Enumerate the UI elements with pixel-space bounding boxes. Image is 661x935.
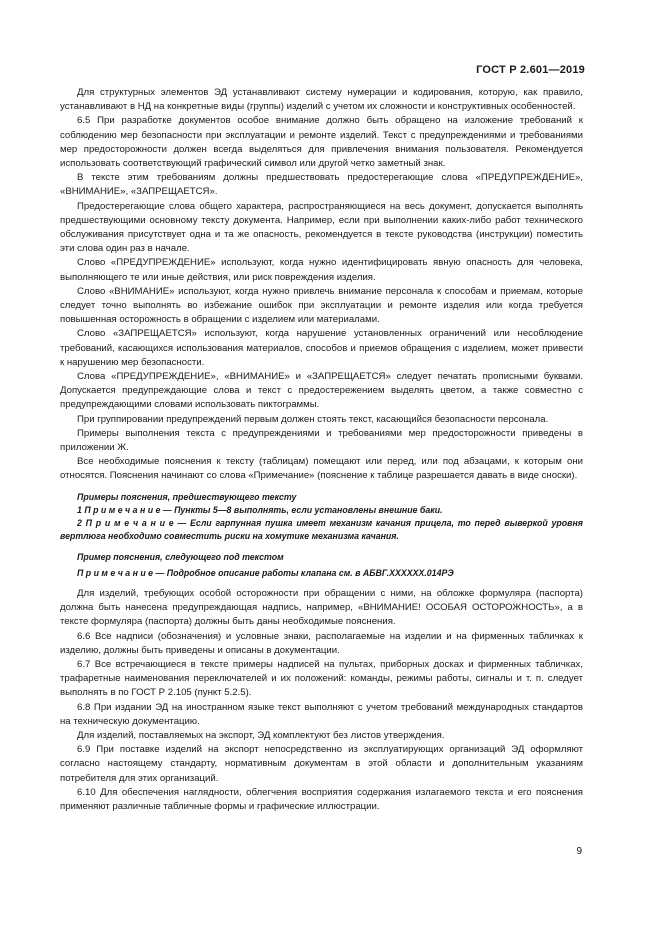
paragraph: 6.8 При издании ЭД на иностранном языке текст выполняют с учетом требований международных стандартов на техническую документацию. bbox=[60, 701, 583, 727]
document-body bbox=[60, 86, 583, 814]
example-note: 2 П р и м е ч а н и е — Если гарпунная пушка имеет механизм качания прицела, то перед выверкой уровня вертлюга необходимо совместить риски на хомутике механизма качания. bbox=[60, 518, 583, 542]
paragraph: 6.5 При разработке документов особое внимание должно быть обращено на изложение требований к соблюдению мер безопасности при эксплуатации и ремонте изделий. Текст с предупреждениями и требованиями мер предосторожности должен всегда выделяться для привлечения внимания пользователя. Рекомендуется использовать соответствующий графический символ или другой четко заметный знак. bbox=[60, 115, 583, 170]
paragraph: 6.9 При поставке изделий на экспорт непосредственно из эксплуатирующих организаций ЭД оформляют согласно настоящему стандарту, нормативным документам в этой области и дополнительным указаниям потребителя для этих организаций. bbox=[60, 744, 583, 784]
paragraph: 6.6 Все надписи (обозначения) и условные знаки, располагаемые на изделии и на фирменных табличках к изделию, должны быть приведены и описаны в документации. bbox=[60, 630, 583, 656]
paragraph: В тексте этим требованиям должны предшествовать предостерегающие слова «ПРЕДУПРЕЖДЕНИЕ», «ВНИМАНИЕ», «ЗАПРЕЩАЕТСЯ». bbox=[60, 172, 583, 198]
paragraph: Слово «ПРЕДУПРЕЖДЕНИЕ» используют, когда нужно идентифицировать явную опасность для человека, выполняющего те или иные действия, или риск повреждения изделия. bbox=[60, 257, 583, 283]
paragraph: Примеры выполнения текста с предупреждениями и требованиями мер предосторожности приведены в приложении Ж. bbox=[60, 427, 583, 454]
paragraph: Для изделий, поставляемых на экспорт, ЭД комплектуют без листов утверждения. bbox=[77, 729, 445, 741]
document-header: ГОСТ Р 2.601—2019 bbox=[476, 64, 585, 76]
example-note: 1 П р и м е ч а н и е — Пункты 5—8 выполнять, если установлены внешние баки. bbox=[77, 504, 443, 515]
paragraph: Для изделий, требующих особой осторожности при обращении с ними, на обложке формуляра (паспорта) должна быть нанесена предупреждающая надпись, например, «ВНИМАНИЕ! ОСОБАЯ ОСТОРОЖНОСТЬ», а в тексте формуляра (паспорта) должны быть даны необходимые пояснения. bbox=[60, 587, 583, 628]
paragraph: Предостерегающие слова общего характера, распространяющиеся на весь документ, допускается выполнять предшествующими основному тексту документа. Например, если при выполнении каких-либо работ технического обслуживания присутствует одна и та же опасность, рекомендуется в тексте руководства (инструкции) поместить эти слова один раз в начале. bbox=[60, 200, 583, 255]
paragraph: 6.10 Для обеспечения наглядности, облегчения восприятия содержания излагаемого текста и его пояснения применяют различные табличные формы и графические иллюстрации. bbox=[60, 786, 583, 812]
paragraph: Слова «ПРЕДУПРЕЖДЕНИЕ», «ВНИМАНИЕ» и «ЗАПРЕЩАЕТСЯ» следует печатать прописными буквами. Допускается предупреждающие слова и текст с предостережением выделять цветом, а также совместно с предупреждающими словами использовать пиктограммы. bbox=[60, 371, 583, 411]
page-number: 9 bbox=[576, 846, 582, 857]
paragraph: Для структурных элементов ЭД устанавливают систему нумерации и кодирования, которую, как правило, устанавливают в НД на конкретные виды (группы) изделий с учетом их сложности и конструктивных особенностей. bbox=[60, 87, 583, 113]
example-title-after: Пример пояснения, следующего под текстом bbox=[77, 551, 284, 562]
example-note: П р и м е ч а н и е — Подробное описание работы клапана см. в АБВГ.ХХХХХХ.014РЭ bbox=[77, 567, 454, 578]
paragraph: Слово «ВНИМАНИЕ» используют, когда нужно привлечь внимание персонала к способам и приемам, которые следует точно выполнять во избежание ошибок при эксплуатации и ремонте изделия или когда требуется повышенная осторожность в обращении с изделием или материалами. bbox=[60, 285, 583, 326]
example-title-before: Примеры пояснения, предшествующего тексту bbox=[77, 491, 297, 502]
paragraph: При группировании предупреждений первым должен стоять текст, касающийся безопасности персонала. bbox=[77, 413, 549, 425]
paragraph: 6.7 Все встречающиеся в тексте примеры надписей на пультах, приборных досках и фирменных табличках, трафаретные наименования переключателей и их положений: команды, режимы работы, сигналы и т. п. следует выполнять в по ГОСТ Р 2.105 (пункт 5.2.5). bbox=[60, 658, 583, 699]
paragraph: Все необходимые пояснения к тексту (таблицам) помещают или перед, или под абзацами, к которым они относятся. Пояснения начинают со слова «Примечание» (пояснение к таблице разрешается давать в виде сноски). bbox=[60, 456, 583, 482]
paragraph: Слово «ЗАПРЕЩАЕТСЯ» используют, когда нарушение установленных ограничений или несоблюдение требований, касающихся использования материалов, способов и приемов обращения с изделием, может привести к нарушению мер безопасности. bbox=[60, 328, 583, 368]
